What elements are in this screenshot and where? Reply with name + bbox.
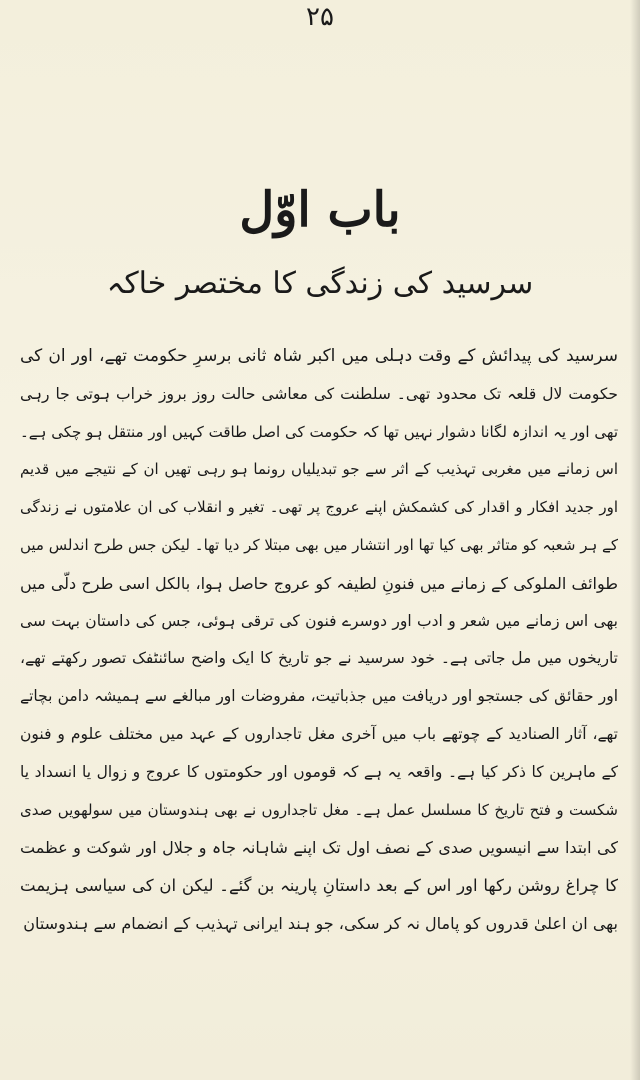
- text-line: اور حقائق کی جستجو اور دریافت میں جذباتیت، مفروضات اور مبالغے سے ہمیشہ دامن بچاتے: [20, 687, 618, 706]
- text-line: تھی اور یہ اندازہ لگانا دشوار نہیں تھا کہ حکومت کی اصل طاقت کہیں اور منتقل ہو چکی ہے۔: [20, 422, 618, 441]
- text-line: تاریخوں میں مل جاتی ہے۔ خود سرسید نے جو تاریخ کا ایک واضح سائنٹفک تصور رکھتے تھے،: [20, 649, 618, 668]
- text-line: حکومت لال قلعہ تک محدود تھی۔ سلطنت کی معاشی حالت روز بروز خراب ہوتی جا رہی: [20, 384, 618, 403]
- chapter-title: باب اوّل: [239, 182, 401, 238]
- text-line: بھی اس زمانے میں شعر و ادب اور دوسرے فنون کی ترقی ہوئی، جس کی داستان بہت سی: [20, 611, 618, 630]
- text-line: بھی ان اعلیٰ قدروں کو پامال نہ کر سکی، جو ہند ایرانی تہذیب کے انضمام سے ہندوستان: [23, 913, 618, 933]
- text-line: اس زمانے میں مغربی تہذیب کے اثر سے جو تبدیلیاں رونما ہو رہی تھیں ان کے نتیجے میں قدیم: [20, 460, 618, 479]
- chapter-subtitle: سرسید کی زندگی کا مختصر خاکہ: [106, 266, 534, 301]
- body-paragraph: [20, 338, 618, 943]
- text-line: سرسید کی پیدائش کے وقت دہلی میں اکبر شاہ ثانی برسرِ حکومت تھے، اور ان کی: [20, 346, 618, 366]
- text-line: اور جدید افکار و اقدار کی کشمکش اپنے عروج پر تھی۔ تغیر و انقلاب کی ان علامتوں نے زندگی: [20, 498, 618, 517]
- text-line: کا چراغ روشن رکھا اور اس کے بعد داستانِ پارینہ بن گئے۔ لیکن ان کی سیاسی ہزیمت: [20, 876, 618, 896]
- page-number: ۲۵: [306, 2, 334, 32]
- text-line: کے ماہرین کا ذکر کیا ہے۔ واقعہ یہ ہے کہ قوموں اور حکومتوں کا عروج و زوال یا انسداد یا: [20, 762, 618, 781]
- text-line: طوائف الملوکی کے زمانے میں فنونِ لطیفہ کو عروج حاصل ہوا، بالکل اسی طرح دلّی میں: [20, 573, 618, 593]
- text-line: کے ہر شعبہ کو متاثر بھی کیا تھا اور انتشار میں بھی مبتلا کر دیا تھا۔ لیکن جس طرح اندلس میں: [20, 535, 618, 554]
- text-line: کی ابتدا سے انیسویں صدی کے نصف اول تک اپنے شاہانہ جاہ و جلال اور شوکت و عظمت: [20, 838, 618, 858]
- page-edge-shadow: [630, 0, 640, 1080]
- text-line: تھے، آثار الصنادید کے چوتھے باب میں آخری مغل تاجداروں کے عہد میں مختلف علوم و فنون: [20, 724, 618, 743]
- text-line: شکست و فتح تاریخ کا مسلسل عمل ہے۔ مغل تاجداروں نے بھی ہندوستان میں سولھویں صدی: [20, 800, 618, 819]
